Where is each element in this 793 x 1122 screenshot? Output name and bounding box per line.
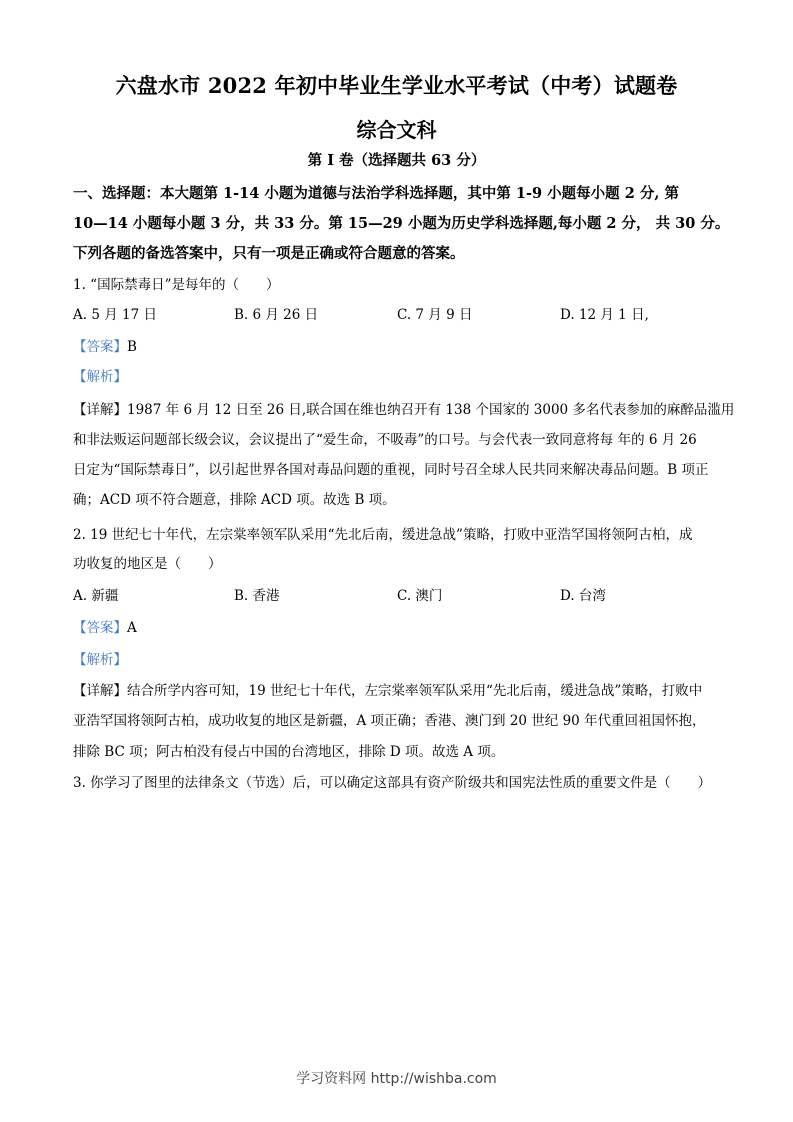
question-2-detail-line: 排除 BC 项；阿古柏没有侵占中国的台湾地区，排除 D 项。故选 A 项。 — [73, 744, 505, 760]
question-1-option-a: A. 5 月 17 日 — [73, 307, 157, 323]
section-heading: 第 I 卷（选择题共 63 分） — [307, 152, 486, 169]
instruction-line: 下列各题的备选答案中，只有一项是正确或符合题意的答案。 — [73, 245, 465, 262]
question-1-analysis-label: 【解析】 — [73, 369, 127, 385]
instruction-line: 10—14 小题每小题 3 分，共 33 分。第 15—29 小题为历史学科选择题,每小题 2 分， 共 30 分。 — [73, 215, 730, 232]
question-1-detail-line: 和非法贩运问题部长级会议，会议提出了“爱生命，不吸毒”的口号。与会代表一致同意将每 年的 6 月 26 — [73, 432, 697, 448]
question-1-option-d: D. 12 月 1 日, — [560, 307, 649, 323]
question-2-stem: 2. 19 世纪七十年代，左宗棠率领军队采用“先北后南，缓进急战”策略，打败中亚浩罕国将领阿古柏，成 — [73, 527, 693, 543]
question-2-detail-line: 【详解】结合所学内容可知，19 世纪七十年代，左宗棠率领军队采用“先北后南，缓进急战”策略，打败中 — [73, 683, 703, 699]
question-1-stem: 1. “国际禁毒日”是每年的（ ） — [73, 277, 280, 293]
question-2-analysis-label: 【解析】 — [73, 652, 127, 668]
question-1-option-c: C. 7 月 9 日 — [397, 307, 473, 323]
exam-title: 六盘水市 2022 年初中毕业生学业水平考试（中考）试题卷 — [115, 73, 678, 98]
instruction-line: 一、选择题：本大题第 1-14 小题为道德与法治学科选择题，其中第 1-9 小题每小题 2 分, 第 — [73, 185, 679, 202]
question-2-stem: 功收复的地区是（ ） — [73, 556, 222, 572]
answer-value: A — [127, 620, 137, 636]
answer-label: 【答案】 — [73, 620, 127, 636]
exam-subtitle: 综合文科 — [356, 118, 437, 142]
question-1-option-b: B. 6 月 26 日 — [234, 307, 319, 323]
answer-value: B — [127, 339, 137, 355]
question-1-answer — [73, 337, 137, 357]
question-2-option-b: B. 香港 — [234, 588, 280, 604]
answer-label: 【答案】 — [73, 339, 127, 355]
question-1-detail-line: 【详解】1987 年 6 月 12 日至 26 日,联合国在维也纳召开有 138 个国家的 3000 多名代表参加的麻醉品滥用 — [73, 402, 735, 418]
question-2-option-d: D. 台湾 — [560, 588, 606, 604]
question-1-detail-line: 确；ACD 项不符合题意，排除 ACD 项。故选 B 项。 — [73, 492, 396, 508]
question-2-option-a: A. 新疆 — [73, 588, 119, 604]
instructions — [73, 179, 728, 269]
question-2-detail-line: 亚浩罕国将领阿古柏，成功收复的地区是新疆，A 项正确；香港、澳门到 20 世纪 90 年代重回祖国怀抱， — [73, 713, 706, 729]
question-1-detail-line: 日定为“国际禁毒日”，以引起世界各国对毒品问题的重视，同时号召全球人民共同来解决毒品问题。B 项正 — [73, 462, 709, 478]
question-3-stem: 3. 你学习了图里的法律条文（节选）后，可以确定这部具有资产阶级共和国宪法性质的重要文件是（ ） — [73, 775, 712, 791]
question-2-option-c: C. 澳门 — [397, 588, 443, 604]
footer-watermark: 学习资料网 http://wishba.com — [296, 1071, 497, 1087]
question-2-answer — [73, 618, 137, 638]
